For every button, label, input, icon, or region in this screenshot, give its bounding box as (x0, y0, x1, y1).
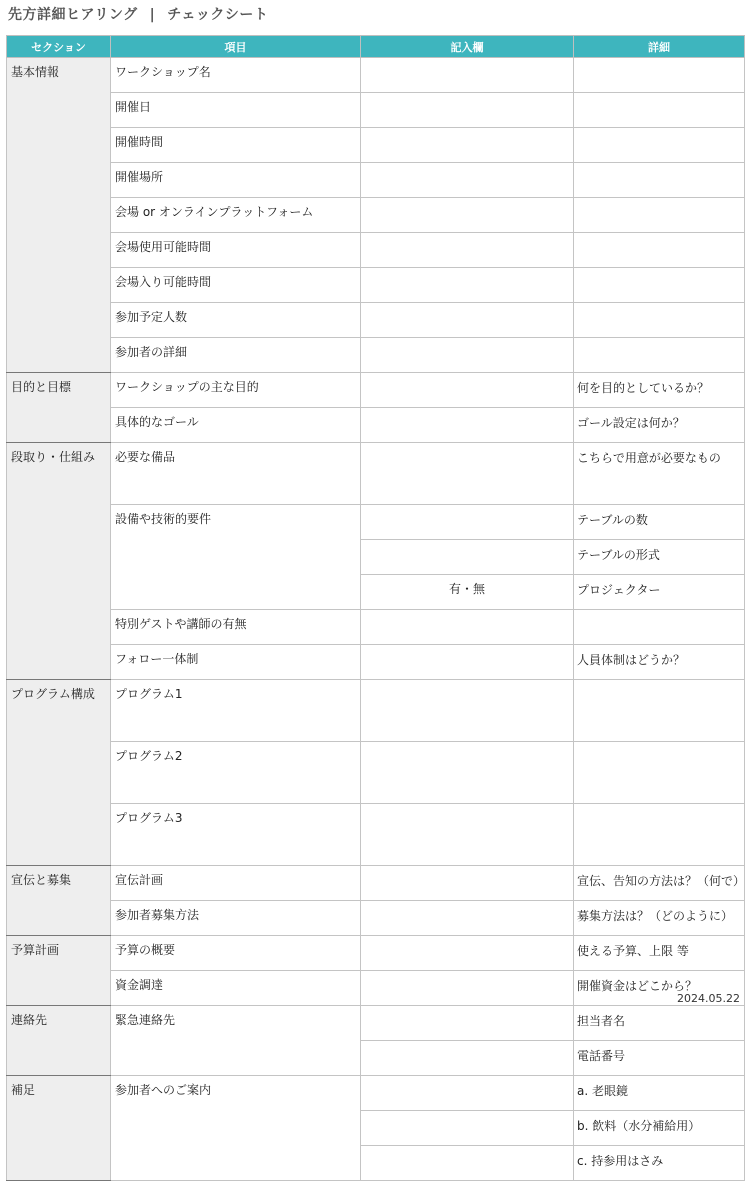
detail-cell (574, 93, 745, 128)
section-supplement: 補足 (7, 1076, 111, 1181)
detail-cell (574, 680, 745, 742)
detail-staffing-q: 人員体制はどうか？ (574, 645, 745, 680)
table-row (7, 338, 745, 373)
entry-cell[interactable] (361, 408, 574, 443)
footer-date: 2024.05.22 (677, 992, 740, 1005)
detail-recruit-q: 募集方法は？（どのように） (574, 901, 745, 936)
entry-cell[interactable] (361, 338, 574, 373)
header-row (7, 36, 745, 58)
entry-cell[interactable] (361, 233, 574, 268)
detail-cell (574, 303, 745, 338)
entry-cell[interactable] (361, 901, 574, 936)
entry-cell[interactable] (361, 1146, 574, 1181)
table-row (7, 303, 745, 338)
detail-person: 担当者名 (574, 1006, 745, 1041)
detail-table-shape: テーブルの形式 (574, 540, 745, 575)
detail-budget-q: 使える予算、上限 等 (574, 936, 745, 971)
item-budget-overview: 予算の概要 (111, 936, 361, 971)
table-row (7, 233, 745, 268)
entry-cell[interactable] (361, 128, 574, 163)
entry-cell[interactable] (361, 1041, 574, 1076)
title-sub: チェックシート (167, 7, 269, 23)
table-row (7, 198, 745, 233)
table-row (7, 163, 745, 198)
table-row (7, 866, 745, 901)
table-row (7, 1006, 745, 1041)
table-row (7, 505, 745, 540)
entry-cell[interactable] (361, 93, 574, 128)
entry-cell[interactable] (361, 443, 574, 505)
section-logistics: 段取り・仕組み (7, 443, 111, 680)
item-date: 開催日 (111, 93, 361, 128)
detail-goal-q: ゴール設定は何か？ (574, 408, 745, 443)
checksheet-table (6, 35, 745, 1181)
page-title (8, 4, 268, 24)
item-program3: プログラム3 (111, 804, 361, 866)
item-program2: プログラム2 (111, 742, 361, 804)
detail-purpose-q: 何を目的としているか？ (574, 373, 745, 408)
item-emergency: 緊急連絡先 (111, 1006, 361, 1076)
item-time: 開催時間 (111, 128, 361, 163)
item-recruit: 参加者募集方法 (111, 901, 361, 936)
entry-cell[interactable] (361, 163, 574, 198)
section-budget: 予算計画 (7, 936, 111, 1006)
item-follow-up: フォロー一体制 (111, 645, 361, 680)
item-place: 開催場所 (111, 163, 361, 198)
table-row (7, 58, 745, 93)
detail-equipment-q: こちらで用意が必要なもの (574, 443, 745, 505)
table-row (7, 128, 745, 163)
table-row (7, 680, 745, 742)
detail-cell (574, 268, 745, 303)
header-entry: 記入欄 (361, 36, 574, 58)
item-attendee-details: 参加者の詳細 (111, 338, 361, 373)
table-row (7, 93, 745, 128)
entry-cell[interactable] (361, 268, 574, 303)
entry-cell[interactable] (361, 645, 574, 680)
header-item: 項目 (111, 36, 361, 58)
table-row (7, 742, 745, 804)
detail-cell (574, 58, 745, 93)
detail-cell (574, 163, 745, 198)
item-main-purpose: ワークショップの主な目的 (111, 373, 361, 408)
detail-cell (574, 742, 745, 804)
section-contact: 連絡先 (7, 1006, 111, 1076)
entry-cell[interactable] (361, 1111, 574, 1146)
entry-cell[interactable] (361, 58, 574, 93)
detail-cell (574, 610, 745, 645)
header-section: セクション (7, 36, 111, 58)
table-row (7, 804, 745, 866)
item-tech-requirements: 設備や技術的要件 (111, 505, 361, 610)
entry-cell[interactable] (361, 680, 574, 742)
table-row (7, 1076, 745, 1111)
entry-projector[interactable]: 有・無 (361, 575, 574, 610)
section-basic: 基本情報 (7, 58, 111, 373)
title-separator: | (149, 7, 156, 23)
title-main: 先方詳細ヒアリング (8, 7, 138, 23)
detail-cell (574, 128, 745, 163)
entry-cell[interactable] (361, 303, 574, 338)
detail-table-count: テーブルの数 (574, 505, 745, 540)
item-ad-plan: 宣伝計画 (111, 866, 361, 901)
table-row (7, 610, 745, 645)
table-row (7, 936, 745, 971)
detail-cell (574, 233, 745, 268)
table-row (7, 268, 745, 303)
item-guide: 参加者へのご案内 (111, 1076, 361, 1181)
detail-scissors: c. 持参用はさみ (574, 1146, 745, 1181)
item-program1: プログラム1 (111, 680, 361, 742)
detail-cell (574, 338, 745, 373)
table-row (7, 971, 745, 1006)
entry-cell[interactable] (361, 373, 574, 408)
entry-cell[interactable] (361, 971, 574, 1006)
item-guest: 特別ゲストや講師の有無 (111, 610, 361, 645)
item-goal: 具体的なゴール (111, 408, 361, 443)
entry-cell[interactable] (361, 742, 574, 804)
entry-cell[interactable] (361, 1006, 574, 1041)
entry-cell[interactable] (361, 804, 574, 866)
detail-cell (574, 804, 745, 866)
item-equipment: 必要な備品 (111, 443, 361, 505)
item-workshop-name: ワークショップ名 (111, 58, 361, 93)
entry-cell[interactable] (361, 1076, 574, 1111)
table-row (7, 901, 745, 936)
table-row (7, 408, 745, 443)
table-row (7, 645, 745, 680)
item-venue-hours: 会場使用可能時間 (111, 233, 361, 268)
table-row (7, 443, 745, 505)
item-funding: 資金調達 (111, 971, 361, 1006)
entry-cell[interactable] (361, 866, 574, 901)
item-attendees: 参加予定人数 (111, 303, 361, 338)
section-program: プログラム構成 (7, 680, 111, 866)
section-promotion: 宣伝と募集 (7, 866, 111, 936)
entry-cell[interactable] (361, 540, 574, 575)
header-detail: 詳細 (574, 36, 745, 58)
detail-cell (574, 198, 745, 233)
detail-funding-q: 開催資金はどこから？ (574, 971, 745, 1006)
item-entry-time: 会場入り可能時間 (111, 268, 361, 303)
detail-drinks: b. 飲料（水分補給用） (574, 1111, 745, 1146)
section-purpose: 目的と目標 (7, 373, 111, 443)
detail-phone: 電話番号 (574, 1041, 745, 1076)
detail-ad-q: 宣伝、告知の方法は？（何で） (574, 866, 745, 901)
entry-cell[interactable] (361, 610, 574, 645)
entry-cell[interactable] (361, 198, 574, 233)
detail-projector: プロジェクター (574, 575, 745, 610)
table-row (7, 373, 745, 408)
entry-cell[interactable] (361, 505, 574, 540)
detail-glasses: a. 老眼鏡 (574, 1076, 745, 1111)
entry-cell[interactable] (361, 936, 574, 971)
item-venue-or-online: 会場 or オンラインプラットフォーム (111, 198, 361, 233)
